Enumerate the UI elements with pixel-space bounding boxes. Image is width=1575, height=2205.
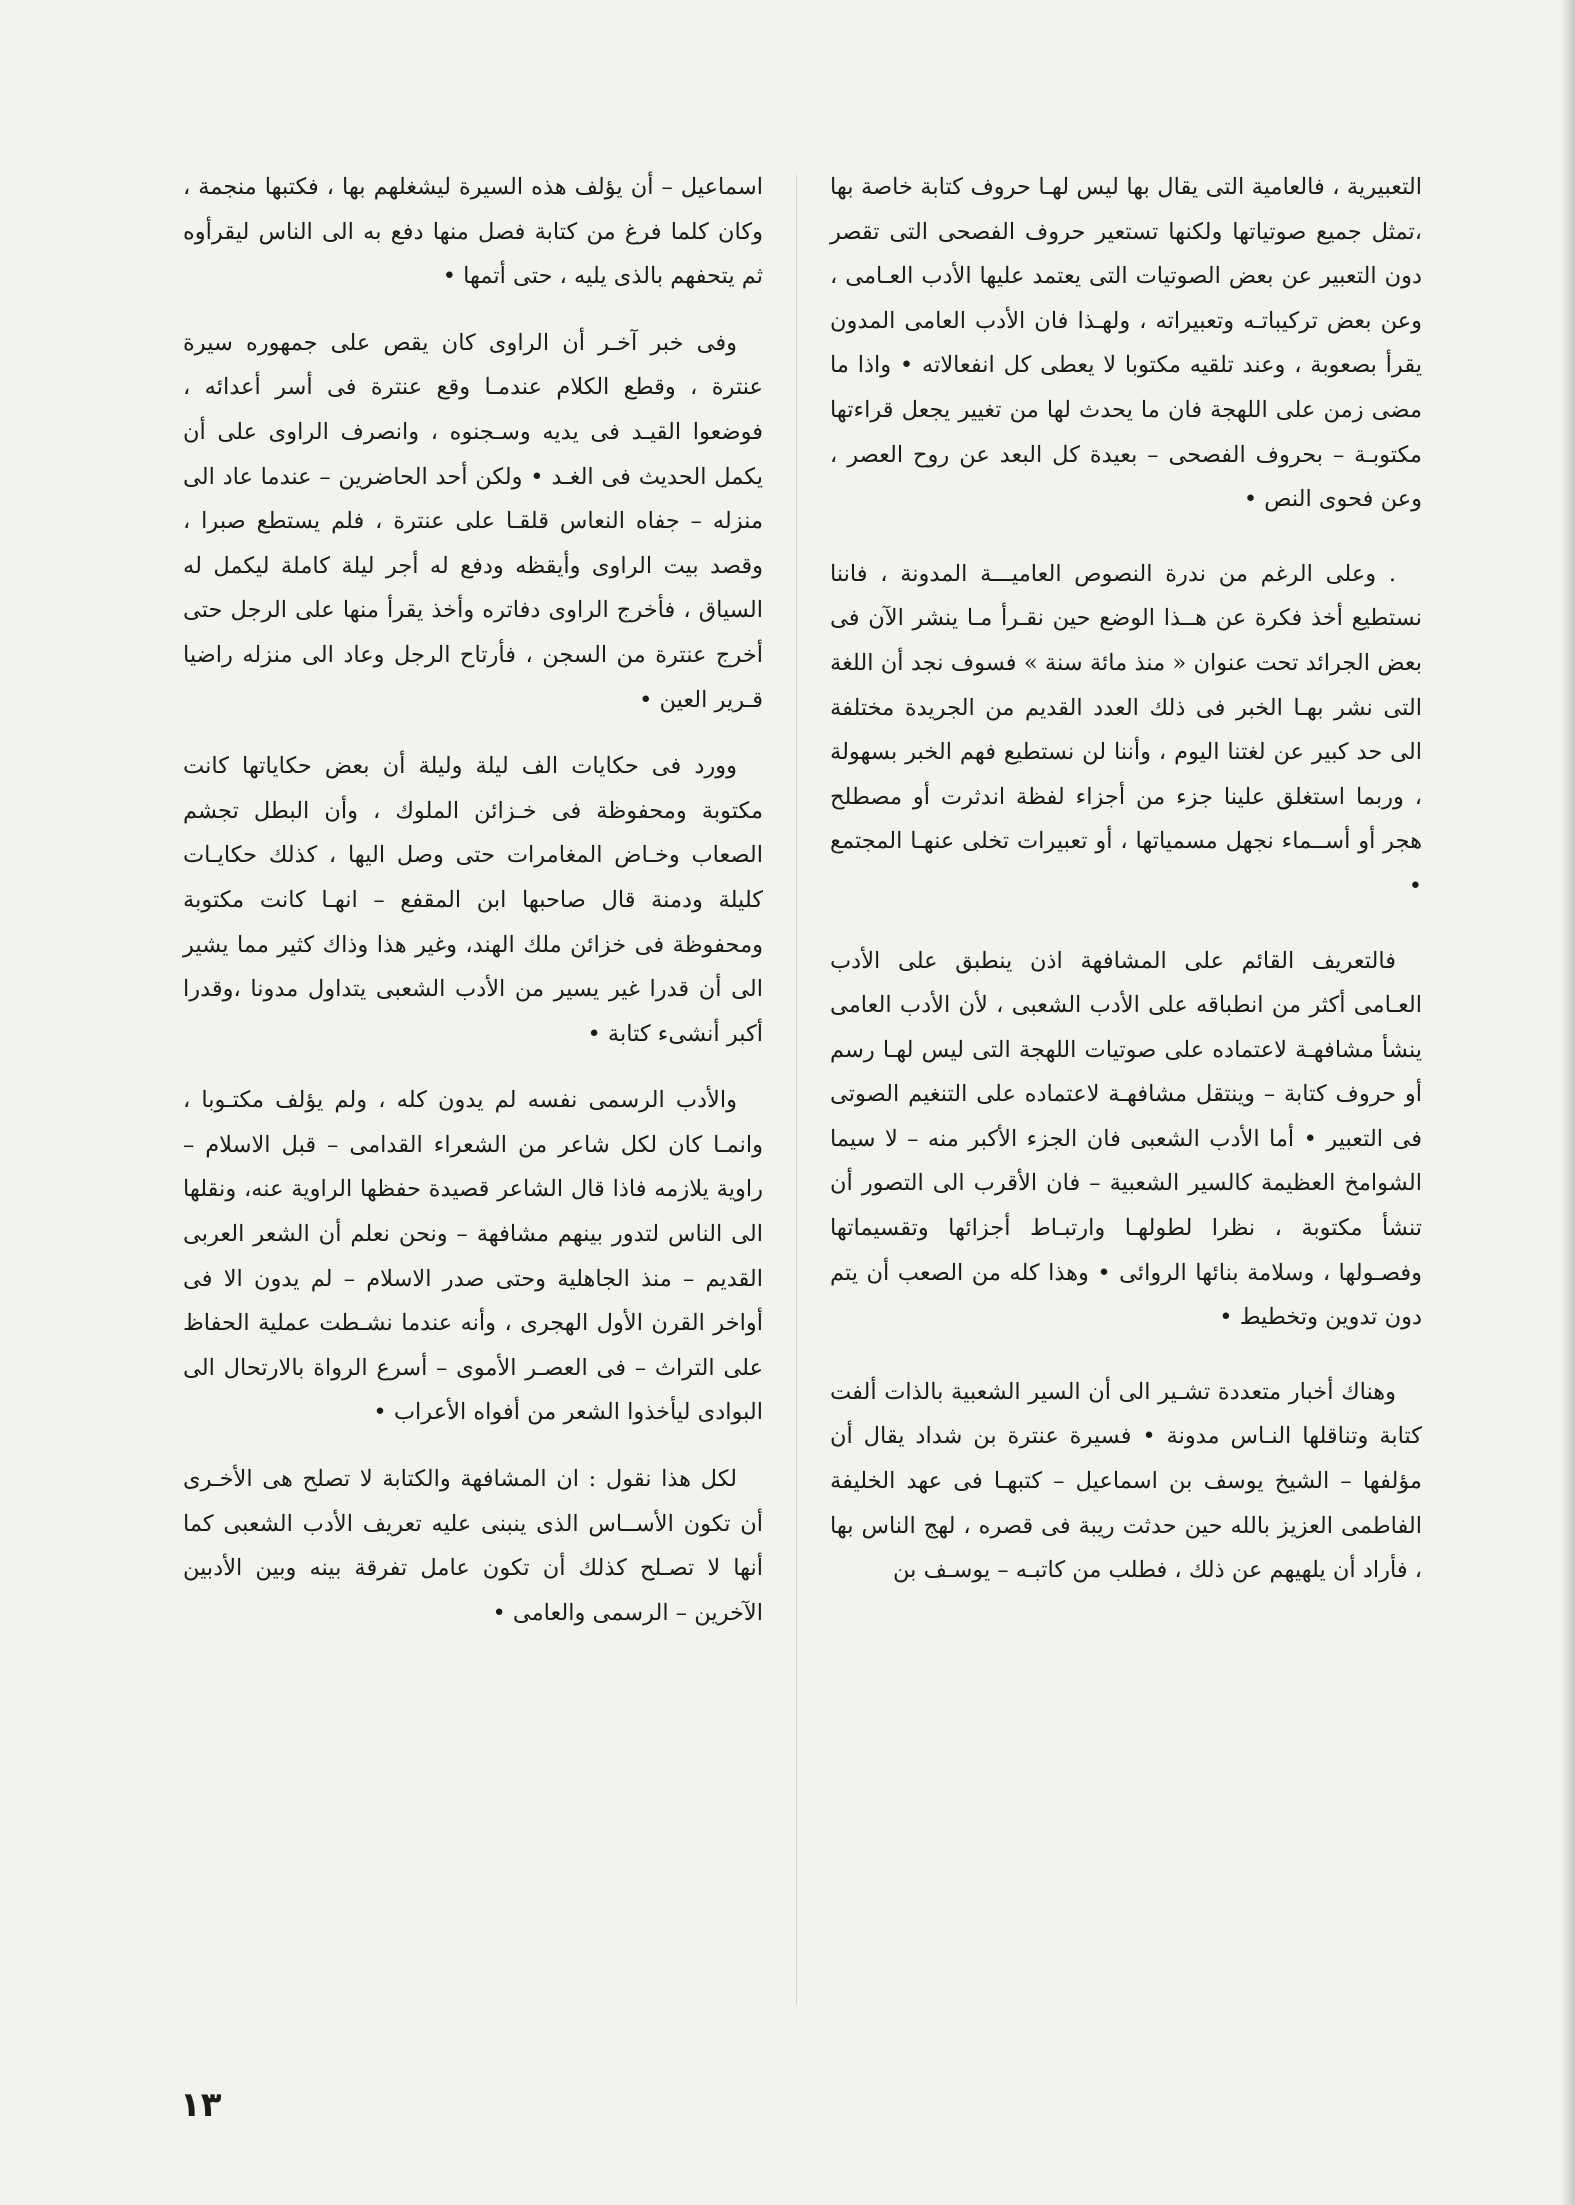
paragraph: والأدب الرسمى نفسه لم يدون كله ، ولم يؤلف مكتـوبا ، وانمـا كان لكل شاعر من الشعراء القدامى – قبل الاسلام – راوية يلازمه فاذا قال الشاعر قصيدة حفظها الراوية عنه، ونقلها الى الناس لتدور بينهم مشافهة – ونحن نعلم أن الشعر العربى القديم – منذ الجاهلية وحتى صدر الاسلام – لم يدون الا فى أواخر القرن الأول الهجرى ، وأنه عندما نشـطت عملية الحفاظ على التراث – فى العصـر الأموى – أسرع الرواة بالارتحال الى البوادى ليأخذوا الشعر من أفواه الأعراب • <box>183 1087 763 1426</box>
paragraph: فالتعريف القائم على المشافهة اذن ينطبق على الأدب العـامى أكثر من انطباقه على الأدب الشعبى ، لأن الأدب العامى ينشأ مشافهـة لاعتماده على صوتيات اللهجة التى ليس لهـا رسم أو حروف كتابة – وينتقل مشافهـة لاعتماده على التنغيم الصوتى فى التعبير • أما الأدب الشعبى فان الجزء الأكبر منه – لا سيما الشوامخ العظيمة كالسير الشعبية – فان الأقرب الى التصور أن تنشأ مكتوبة ، نظرا لطولهـا وارتبـاط أجزائها وتقسيماتها وفصـولها ، وسلامة بنائها الروائى • وهذا كله من الصعب أن يتم دون تدوين وتخطيط • <box>830 947 1422 1331</box>
paragraph: اسماعيل – أن يؤلف هذه السيرة ليشغلهم بها ، فكتبها منجمة ، وكان كلما فرغ من كتابة فصل منها دفع به الى الناس ليقرأوه ثم يتحفهم بالذى يليه ، حتى أتمها • <box>183 174 763 290</box>
paragraph: لكل هذا نقول : ان المشافهة والكتابة لا تصلح هى الأخـرى أن تكون الأســاس الذى ينبنى عليه تعريف الأدب الشعبى كما أنها لا تصـلح كذلك أن تكون عامل تفرقة بينه وبين الأدبين الآخرين – الرسمى والعامى • <box>183 1466 763 1626</box>
paragraph: وورد فى حكايات الف ليلة وليلة أن بعض حكاياتها كانت مكتوبة ومحفوظة فى خـزائن الملوك ، وأن البطل تجشم الصعاب وخـاض المغامرات حتى وصل اليها ، كذلك حكايـات كليلة ودمنة قال صاحبها ابن المقفع – انهـا كانت مكتوبة ومحفوظة فى خزائن ملك الهند، وغير هذا وذاك كثير مما يشير الى أن قدرا غير يسير من الأدب الشعبى يتداول مدونا ،وقدرا أكبر أنشىء كتابة • <box>183 753 763 1047</box>
paragraph: . وعلى الرغم من ندرة النصوص العاميـــة المدونة ، فاننا نستطيع أخذ فكرة عن هــذا الوضع حين نقـرأ مـا ينشر الآن فى بعض الجرائد تحت عنوان « منذ مائة سنة » فسوف نجد أن اللغة التى نشر بهـا الخبر فى ذلك العدد القديم من الجريدة مختلفة الى حد كبير عن لغتنا اليوم ، وأننا لن نستطيع فهم الخبر بسهولة ، وربما استغلق علينا جزء من أجزاء لفظة اندثرت أو مصطلح هجر أو أســماء نجهل مسمياتها ، أو تعبيرات تخلى عنهـا المجتمع • <box>830 560 1422 899</box>
paragraph: وفى خبر آخـر أن الراوى كان يقص على جمهوره سيرة عنترة ، وقطع الكلام عندمـا وقع عنترة فى أسر أعدائه ، فوضعوا القيـد فى يديه وسـجنوه ، وانصرف الراوى على أن يكمل الحديث فى الغـد • ولكن أحد الحاضرين – عندما عاد الى منزله – جفاه النعاس قلقـا على عنترة ، فلم يستطع صبرا ، وقصد بيت الراوى وأيقظه ودفع له أجر ليلة كاملة ليكمل له السياق ، فأخرج الراوى دفاتره وأخذ يقرأ منها على الرجل حتى أخرج عنترة من السجن ، فأرتاح الرجل وعاد الى منزله راضيا قـرير العين • <box>183 329 763 713</box>
right-column <box>830 165 1422 1615</box>
column-divider <box>796 175 797 2005</box>
paragraph: التعبيرية ، فالعامية التى يقال بها ليس لهـا حروف كتابة خاصة بها ،تمثل جميع صوتياتها ولكنها تستعير حروف الفصحى التى تقصر دون التعبير عن بعض الصوتيات التى يعتمد عليها الأدب العـامى ، وعن بعض تركيباتـه وتعبيراته ، ولهـذا فان الأدب العامى المدون يقرأ بصعوبة ، وعند تلقيه مكتوبا لا يعطى كل انفعالاته • واذا ما مضى زمن على اللهجة فان ما يحدث لها من تغيير يجعل قراءتها مكتوبـة – بحروف الفصحى – بعيدة كل البعد عن روح العصر ، وعن فحوى النص • <box>830 174 1422 513</box>
paragraph: وهناك أخبار متعددة تشـير الى أن السير الشعبية بالذات ألفت كتابة وتناقلها النـاس مدونة • فسيرة عنترة بن شداد يقال أن مؤلفها – الشيخ يوسف بن اسماعيل – كتبهـا فى عهد الخليفة الفاطمى العزيز بالله حين حدثت ريبة فى قصره ، لهج الناس بها ، فأراد أن يلهيهم عن ذلك ، فطلب من كاتبـه – يوسـف بن <box>830 1378 1422 1584</box>
left-column <box>183 165 763 1657</box>
page-number: ١٣ <box>180 2085 222 2125</box>
page-edge-shadow <box>1561 0 1575 2205</box>
